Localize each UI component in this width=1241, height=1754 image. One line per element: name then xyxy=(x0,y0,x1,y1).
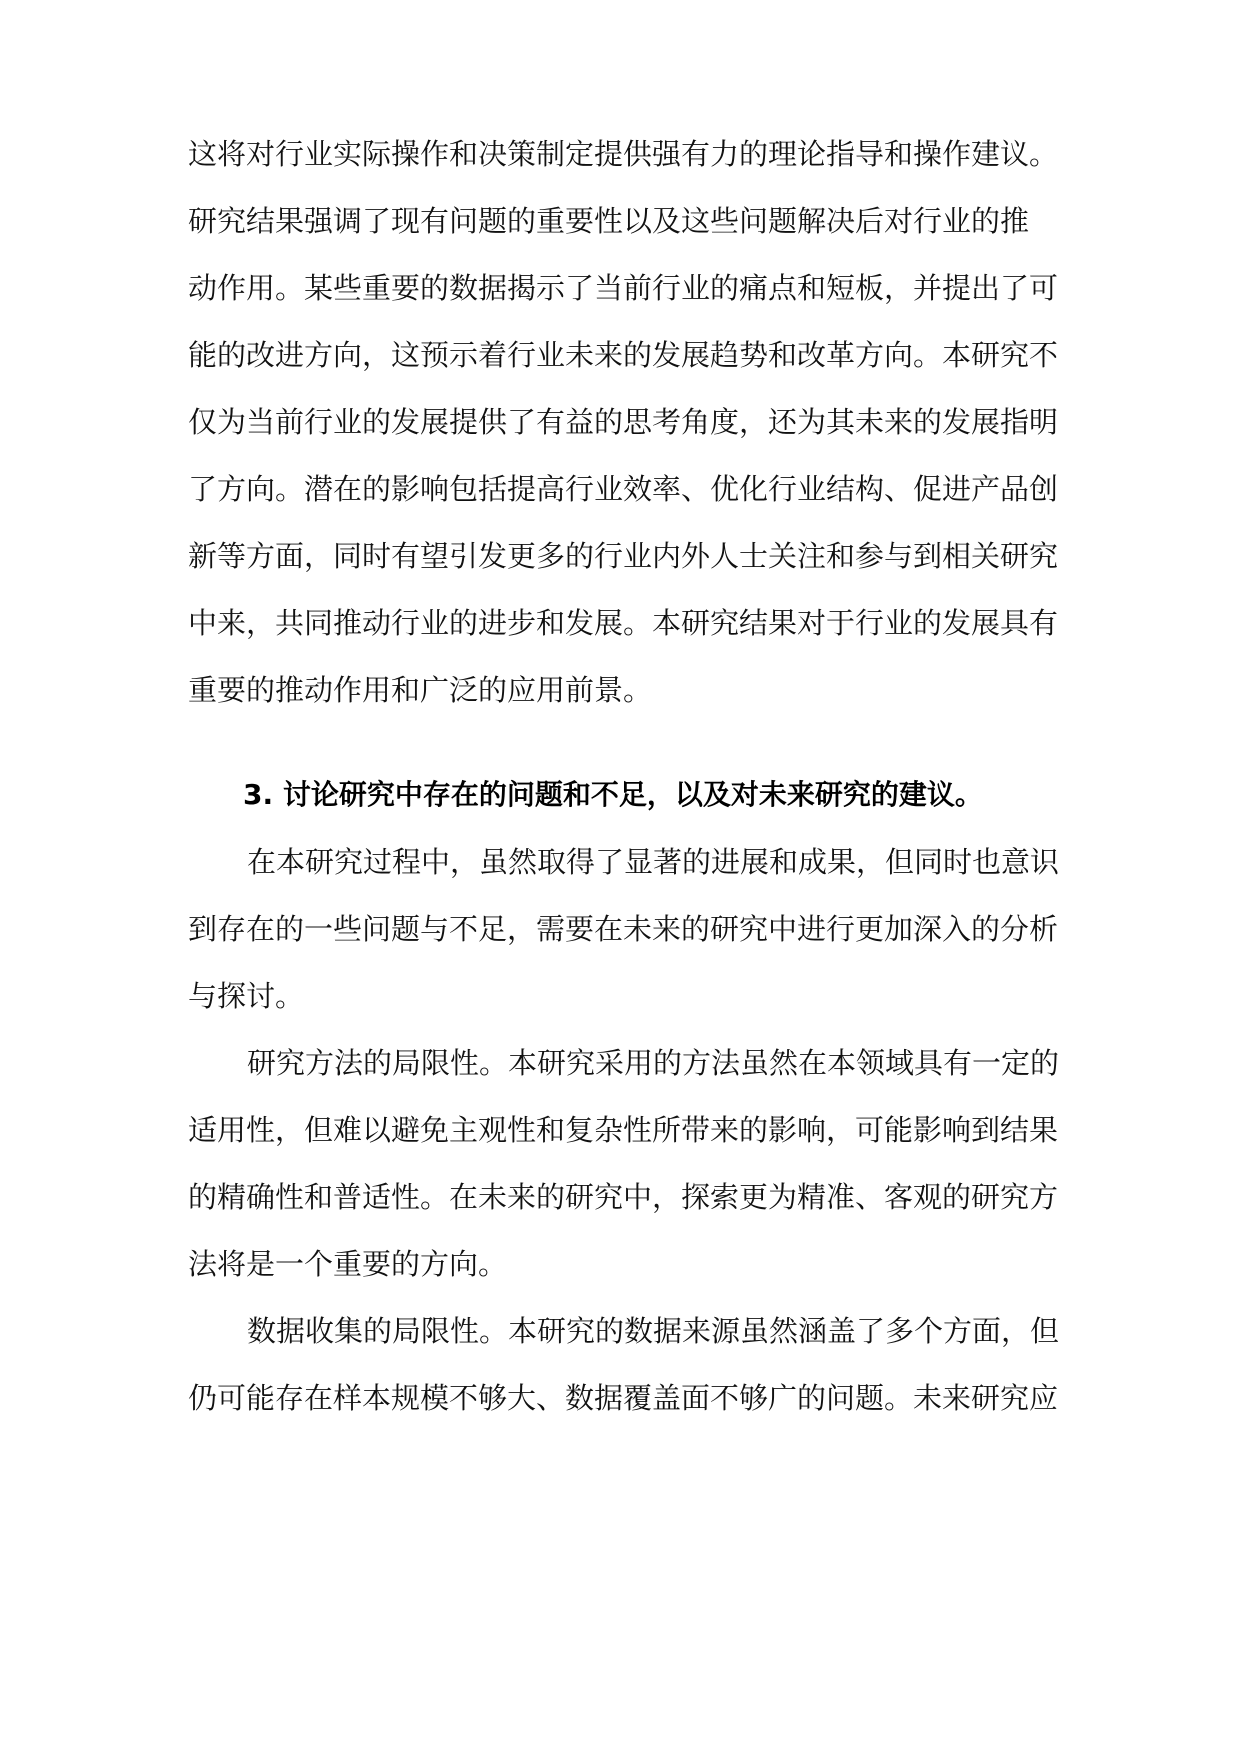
text-line: 的精确性和普适性。在未来的研究中，探索更为精准、客观的研究方 xyxy=(188,1180,1059,1214)
text-line: 与探讨。 xyxy=(188,979,305,1013)
text-line: 仍可能存在样本规模不够大、数据覆盖面不够广的问题。未来研究应 xyxy=(188,1381,1059,1415)
text-line: 研究方法的局限性。本研究采用的方法虽然在本领域具有一定的 xyxy=(247,1046,1060,1080)
text-line: 这将对行业实际操作和决策制定提供强有力的理论指导和操作建议。 xyxy=(188,137,1059,171)
text-line: 到存在的一些问题与不足，需要在未来的研究中进行更加深入的分析 xyxy=(188,912,1059,946)
text-line: 法将是一个重要的方向。 xyxy=(188,1247,508,1281)
text-line: 研究结果强调了现有问题的重要性以及这些问题解决后对行业的推 xyxy=(188,204,1030,238)
text-line: 数据收集的局限性。本研究的数据来源虽然涵盖了多个方面，但 xyxy=(247,1314,1060,1348)
text-line: 新等方面，同时有望引发更多的行业内外人士关注和参与到相关研究 xyxy=(188,539,1059,573)
text-line: 了方向。潜在的影响包括提高行业效率、优化行业结构、促进产品创 xyxy=(188,472,1059,506)
section-heading: 3. 讨论研究中存在的问题和不足，以及对未来研究的建议。 xyxy=(243,778,983,811)
text-line: 能的改进方向，这预示着行业未来的发展趋势和改革方向。本研究不 xyxy=(188,338,1059,372)
text-line: 适用性，但难以避免主观性和复杂性所带来的影响，可能影响到结果 xyxy=(188,1113,1059,1147)
text-line: 中来，共同推动行业的进步和发展。本研究结果对于行业的发展具有 xyxy=(188,606,1059,640)
text-line: 在本研究过程中，虽然取得了显著的进展和成果，但同时也意识 xyxy=(247,845,1060,879)
text-line: 动作用。某些重要的数据揭示了当前行业的痛点和短板，并提出了可 xyxy=(188,271,1059,305)
text-line: 仅为当前行业的发展提供了有益的思考角度，还为其未来的发展指明 xyxy=(188,405,1059,439)
text-line: 重要的推动作用和广泛的应用前景。 xyxy=(188,673,653,707)
